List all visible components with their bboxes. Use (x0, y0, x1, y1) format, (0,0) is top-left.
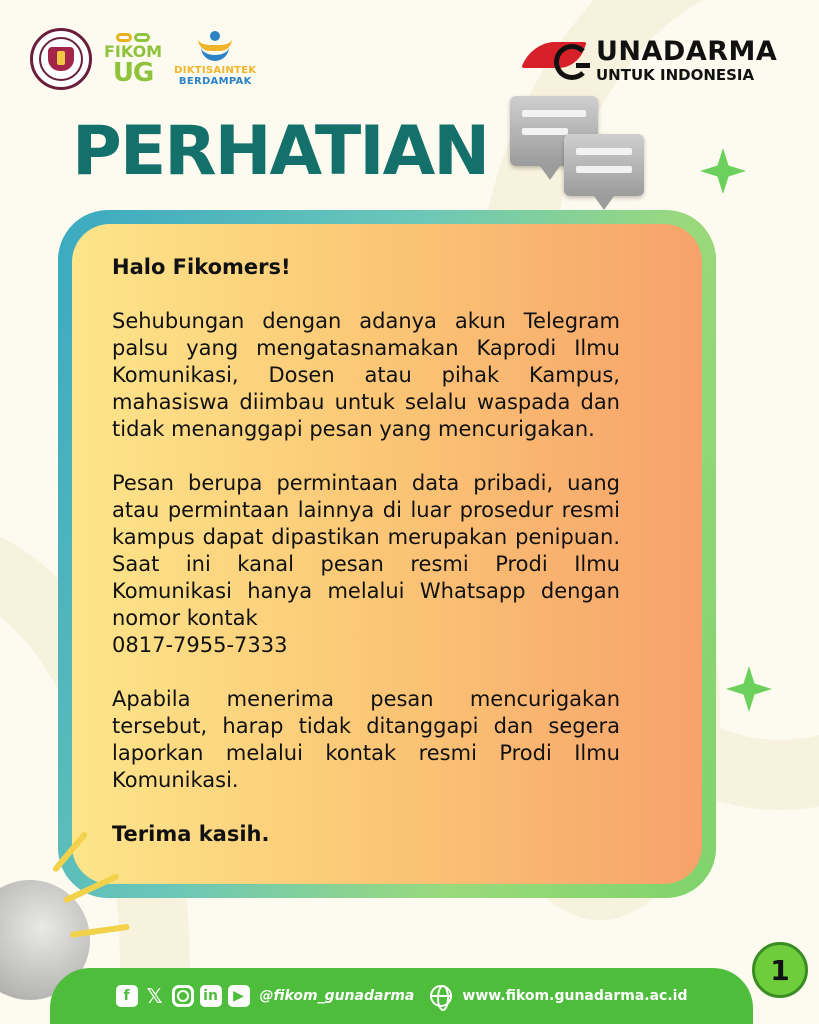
fikom-logo-text: FIKOM (104, 41, 163, 61)
facebook-icon[interactable]: f (116, 985, 138, 1007)
announcement-card-body (72, 224, 702, 884)
globe-icon (430, 985, 452, 1007)
social-handle[interactable]: @fikom_gunadarma (259, 988, 415, 1004)
announcement-card (58, 210, 716, 898)
berdampak-text: BERDAMPAK (178, 76, 252, 87)
fikom-link-icon (116, 33, 150, 42)
ug-logo-text: UG (112, 57, 154, 88)
greeting: Halo Fikomers! (112, 255, 291, 279)
diktisaintek-figure-icon (196, 31, 234, 65)
untuk-indonesia-text: UNTUK INDONESIA (596, 65, 755, 84)
website-link[interactable]: www.fikom.gunadarma.ac.id (462, 988, 688, 1004)
seal-emblem (48, 47, 74, 71)
fikom-ug-logo (104, 33, 162, 86)
gunadarma-untuk-indonesia-logo (526, 36, 777, 84)
linkedin-icon[interactable]: in (200, 985, 222, 1007)
youtube-icon[interactable]: ▶ (228, 985, 250, 1007)
diktisaintek-logo (174, 31, 256, 87)
gunadarma-g-icon (526, 36, 592, 84)
footer-bar (50, 968, 753, 1024)
x-icon[interactable]: 𝕏 (146, 984, 163, 1008)
diktisaintek-text: DIKTISAINTEK (174, 65, 257, 76)
paragraph-2: Pesan berupa permintaan data pribadi, uang atau permintaan lainnya di luar prosedur resmi kampus dapat dipastikan merupakan penipuan. Saat ini kanal pesan resmi Prodi Ilmu Komunikasi hanya melalui Whatsapp dengan nomor kontak (112, 471, 620, 630)
chat-bubbles-icon (510, 96, 645, 211)
gunadarma-logo-text: UNADARMA (596, 35, 778, 67)
logo-row (30, 24, 256, 94)
paragraph-3: Apabila menerima pesan mencurigakan tersebut, harap tidak ditanggapi dan segera laporkan melalui kontak resmi Prodi Ilmu Komunikasi. (112, 687, 620, 792)
closing: Terima kasih. (112, 822, 270, 846)
universitas-gunadarma-seal-logo (30, 28, 92, 90)
megaphone-rays-decoration (24, 858, 144, 958)
paragraph-1: Sehubungan dengan adanya akun Telegram palsu yang mengatasnamakan Kaprodi Ilmu Komunikasi, Dosen atau pihak Kampus, mahasiswa diimbau untuk selalu waspada dan tidak menanggapi pesan yang mencurigakan. (112, 309, 620, 441)
page-number-badge: 1 (752, 942, 808, 998)
page-title: PERHATIAN (72, 112, 489, 191)
instagram-icon[interactable] (172, 985, 194, 1007)
contact-phone: 0817-7955-7333 (112, 633, 288, 657)
